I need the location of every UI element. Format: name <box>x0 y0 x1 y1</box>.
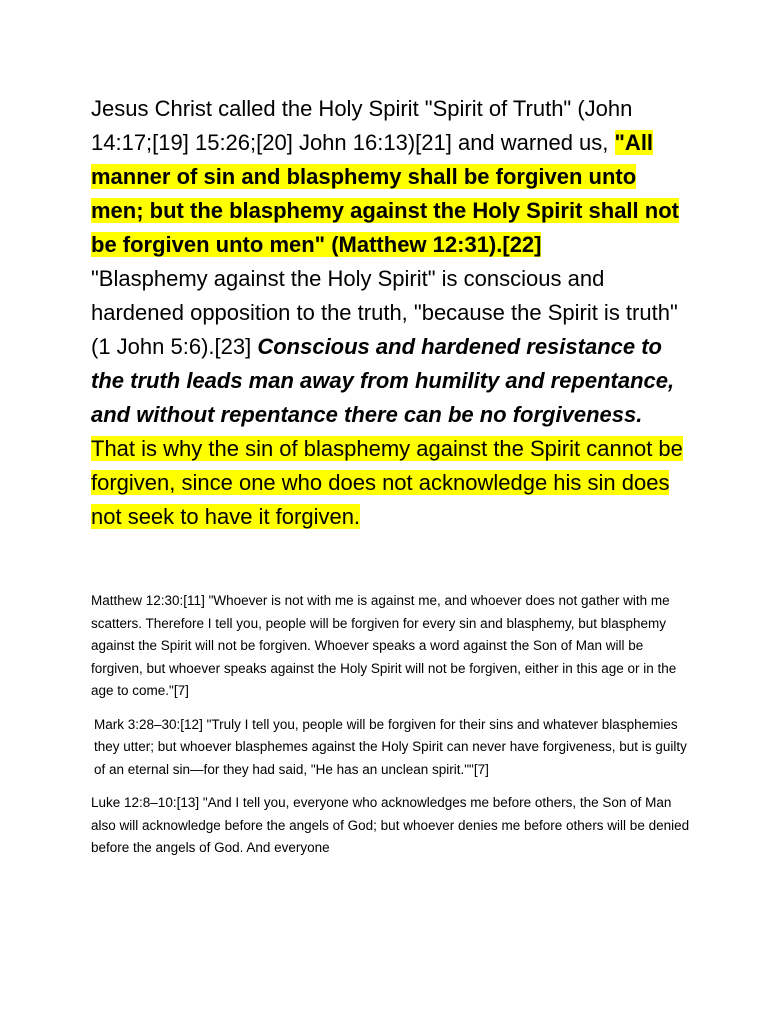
explanation-text: "Blasphemy against the Holy Spirit" is conscious and hardened opposition to the truth, "because the Spirit is truth" (1 John 5:6).[23] <box>91 266 678 359</box>
highlighted-quote: "All manner of sin and blasphemy shall be forgiven unto men; but the blasphemy against the Holy Spirit shall not be forgiven unto men" (Matthew 12:31).[22] <box>91 130 679 257</box>
quote-mark: Mark 3:28–30:[12] "Truly I tell you, people will be forgiven for their sins and whatever blasphemies they utter; but whoever blasphemes against the Holy Spirit can never have forgiveness, but is guilty of an eternal sin—for they had said, "He has an unclean spirit.""[7] <box>94 716 687 777</box>
quote-matthew: Matthew 12:30:[11] "Whoever is not with me is against me, and whoever does not gather with me scatters. Therefore I tell you, people will be forgiven for every sin and blasphemy, but blasphemy against the Spirit will not be forgiven. Whoever speaks a word against the Son of Man will be forgiven, but whoever speaks against the Holy Spirit will not be forgiven, either in this age or in the age to come."[7] <box>91 593 677 698</box>
quote-luke: Luke 12:8–10:[13] "And I tell you, everyone who acknowledges me before others, the Son of Man also will acknowledge before the angels of God; but whoever denies me before others will be denied before the angels of God. And everyone <box>91 795 690 855</box>
main-paragraph <box>91 92 691 534</box>
intro-text: Jesus Christ called the Holy Spirit "Spirit of Truth" (John 14:17;[19] 15:26;[20] John 16:13)[21] and warned us, <box>91 96 633 155</box>
emphasis-text: Conscious and hardened resistance to the truth leads man away from humility and repentance, and without repentance there can be no forgiveness. <box>91 334 675 427</box>
scripture-quotes <box>91 590 691 871</box>
highlighted-conclusion: That is why the sin of blasphemy against the Spirit cannot be forgiven, since one who does not acknowledge his sin does not seek to have it forgiven. <box>91 436 683 529</box>
